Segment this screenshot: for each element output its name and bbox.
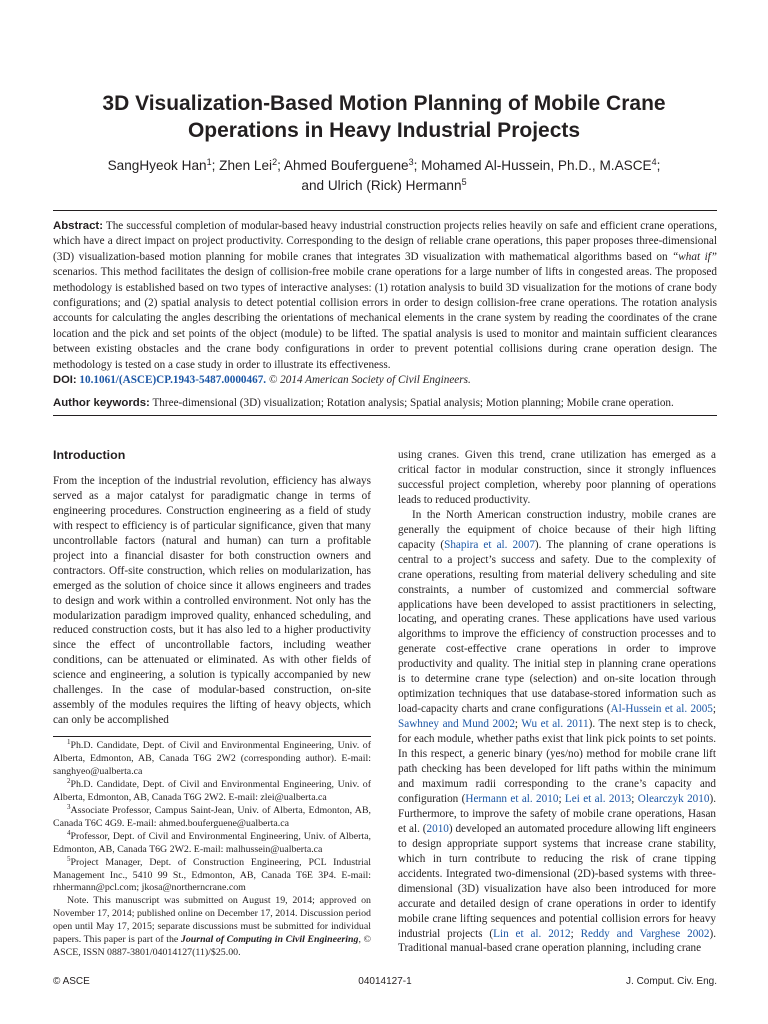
intro-paragraph-1: From the inception of the industrial revolution, efficiency has always served as a major catalyst for paradigmatic change in terms of engineering procedures. Construction engineering as a field of study with respect to efficiency is of particular significance, given that many uncontrollable factors (natural and human) can turn a profitable project into a financial disaster for both construction owners and contractors. Off-site construction, which relies on modularization, has emerged as the solution of choice since it allows engineers and trades to design and work within a controlled environment. Not only has the modularization paradigm improved quality, enhanced scheduling, and reduced construction costs, but it has also led to a higher productivity since the effect of uncontrollable factors, including weather conditions, can be attenuated or eliminated. As with other fields of science and engineering, a solution is typically accompanied by new challenges. In the case of modular-based construction, on-site assembly of the modules requires the lifting of heavy objects, which can only be accomplished: [53, 474, 371, 727]
citation-link[interactable]: Reddy and Varghese 2002: [580, 927, 710, 940]
citation-link[interactable]: Wu et al. 2011: [521, 718, 589, 731]
footnote-1: $^1$Ph.D. Candidate, Dept. of Civil and Environmental Engineering, Univ. of Alberta, Edmonton, AB, Canada T6G 2W2 (corresponding author). E-mail: sanghyeo@ualberta.ca: [53, 738, 371, 777]
journal-name: Journal of Computing in Civil Engineering: [180, 934, 359, 946]
abstract-label: Abstract:: [53, 220, 104, 232]
citation-link[interactable]: Shapira et al. 2007: [444, 538, 535, 551]
author-4: Mohamed Al-Hussein, Ph.D., M.ASCE$^4$;: [421, 157, 661, 173]
submission-note: Note. This manuscript was submitted on August 19, 2014; approved on November 17, 2014; published online on December 17, 2014. Discussion period open until May 17, 2015; separate discussions must be submitted for individual papers. This paper is part of the Journal of Computing in Civil Engineering, © ASCE, ISSN 0887-3801/04014127(11)/$25.00.: [53, 895, 372, 959]
citation-link[interactable]: Lin et al. 2012: [493, 927, 571, 940]
citation-link[interactable]: Hermann et al. 2010: [465, 792, 559, 805]
citation-link[interactable]: 2010: [426, 822, 449, 835]
author-list: [60, 156, 708, 196]
footnote-5: $^5$Project Manager, Dept. of Construction Engineering, PCL Industrial Management Inc., 5410 99 St., Edmonton, AB, Canada T6E 3P4. E-mail: rhhermann@pcl.com; jkosa@northerncrane.com: [53, 854, 371, 894]
right-column: [398, 448, 716, 956]
section-heading-introduction: Introduction: [53, 448, 126, 462]
copyright-notice: © 2014 American Society of Civil Engineers.: [268, 374, 471, 387]
footnote-3: $^3$Associate Professor, Campus Saint-Jean, Univ. of Alberta, Edmonton, AB, Canada T6C 4G9. E-mail: ahmed.bouferguene@ualberta.ca: [53, 802, 371, 829]
abstract-text: Abstract: The successful completion of modular-based heavy industrial construction projects relies heavily on safe and efficient crane operations, which have a direct impact on project productivity. Corresponding to the design of reliable crane operations, this paper proposes three-dimensional (3D) visualization-based motion planning for mobile cranes that integrates 3D visualization with mathematical algorithms based on “what if” scenarios. This method facilitates the design of collision-free mobile crane operations for a large number of lifts in congested areas. The proposed methodology is established based on two types of interactive analyses: (1) rotation analysis to build 3D visualization for the motions of crane body configurations; and (2) spatial analysis to detect potential collision errors in order to design collision-free crane operations. The rotation analysis accounts for calculating the angles describing the orientations of mechanical elements in the crane system by reading the coordinates of the crane location and the pick and set points of the object (module) to be lifted. The spatial analysis is used to monitor and maintain sufficient clearances between existing obstacles and the crane body configurations in order to prevent potential collisions during crane operation design. The methodology is tested on a case study in order to illustrate its effectiveness. DOI: 10.1061/(ASCE)CP.1943-5487.0000467. © 2014 American Society of Civil Engineers.: [53, 220, 718, 387]
citation-link[interactable]: Olearczyk 2010: [637, 792, 710, 805]
author-2: Zhen Lei$^2$;: [219, 157, 284, 173]
author-keywords: Author keywords: Three-dimensional (3D) visualization; Rotation analysis; Spatial analysis; Motion planning; Mobile crane operation.: [53, 397, 674, 410]
citation-link[interactable]: Al-Hussein et al. 2005: [610, 703, 713, 716]
citation-link[interactable]: Lei et al. 2013: [564, 792, 632, 805]
keywords-label: Author keywords:: [53, 397, 150, 410]
page-footer: [53, 976, 717, 990]
doi-link[interactable]: 10.1061/(ASCE)CP.1943-5487.0000467.: [79, 374, 267, 387]
intro-paragraph-1-continued: using cranes. Given this trend, crane utilization has emerged as a critical factor in modular construction, since it strongly influences successful project completion, whereby poor planning of operations leads to reduced productivity.: [398, 449, 716, 506]
intro-paragraph-2: In the North American construction industry, mobile cranes are generally the equipment of choice because of their high lifting capacity (Shapira et al. 2007). The planning of crane operations is central to a project’s success and safety. Due to the complexity of crane operations, resulting from material delivery scheduling and site constraints, a number of customized and commercial software applications have been developed to assist practitioners in selecting, locating, and operating cranes. These applications have used various algorithms to improve the efficiency of construction processes and to generate cost-effective crane operations in order to improve productivity and quality. The initial step in planning crane operations is to determine crane type (selection) and on-site location through optimization techniques that use database-stored information such as load-capacity charts and crane configurations (Al-Hussein et al. 2005; Sawhney and Mund 2002; Wu et al. 2011). The next step is to check, for each module, whether paths exist that link pick points to set points. In this respect, a generic binary (yes/no) method for mobile crane lift path checking has been developed for lift paths within the minimum and maximum radii corresponding to the crane’s capacity and configuration (Hermann et al. 2010; Lei et al. 2013; Olearczyk 2010). Furthermore, to improve the safety of mobile crane operations, Hasan et al. (2010) developed an automated procedure allowing lift engineers to design appropriate support systems that increase crane stability, which in turn contribute to reducing the risk of crane tipping accidents. Integrated two-dimensional (2D)-based systems with three-dimensional (3D) visualization have also been introduced for more accurate and detailed design of crane operations in order to identify mobile crane lifting sequences and potential collision errors for heavy industrial projects (Lin et al. 2012; Reddy and Varghese 2002). Traditional manual-based crane operation planning, including crane: [398, 508, 717, 955]
author-5: and Ulrich (Rick) Hermann$^5$: [301, 177, 467, 193]
footnotes: [53, 736, 371, 960]
paper-title: 3D Visualization-Based Motion Planning of Mobile Crane Operations in Heavy Industrial Projects: [102, 92, 666, 142]
doi-label: DOI:: [53, 374, 77, 387]
footnote-2: $^2$Ph.D. Candidate, Dept. of Civil and Environmental Engineering, Univ. of Alberta, Edmonton, AB, Canada T6G 2W2. E-mail: zlei@ualberta.ca: [53, 776, 371, 803]
left-column: [53, 448, 371, 728]
footer-publisher: © ASCE: [53, 976, 90, 987]
footer-journal: J. Comput. Civ. Eng.: [626, 976, 717, 987]
author-3: Ahmed Bouferguene$^3$;: [283, 157, 422, 173]
footnote-4: $^4$Professor, Dept. of Civil and Environmental Engineering, Univ. of Alberta, Edmonton, AB, Canada T6G 2W2. E-mail: malhussein@ualberta.ca: [53, 828, 371, 855]
citation-link[interactable]: Sawhney and Mund 2002: [398, 718, 515, 731]
page-number: 04014127-1: [358, 976, 412, 987]
author-1: SangHyeok Han$^1$;: [107, 157, 220, 173]
abstract-section: [53, 210, 717, 416]
